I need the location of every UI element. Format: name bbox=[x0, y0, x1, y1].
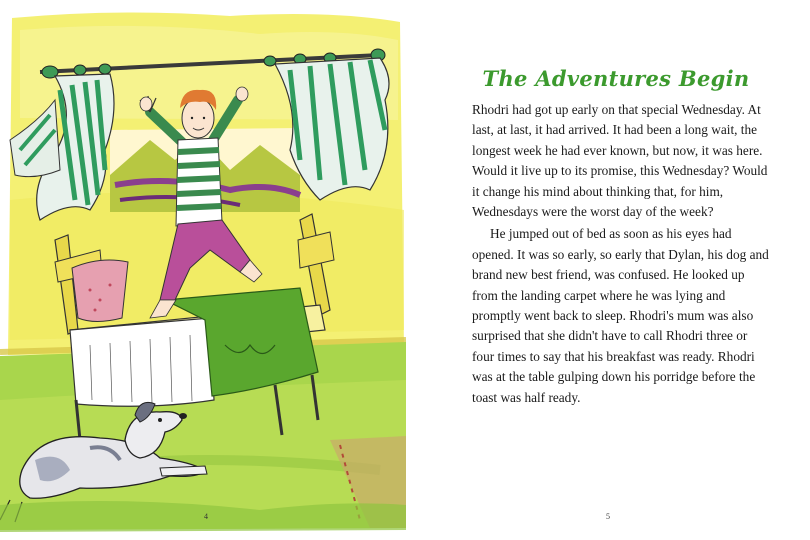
paragraph-1: Rhodri had got up early on that special Wednesday. At last, at last, it had arrived. It had been a long wait, the longest week he had ever known, but now, it was here. Would it live up to its promise, this Wednesday? Would it change his mind about thinking that, for him, Wednesdays were the worst day of the week? bbox=[472, 102, 768, 220]
page-number-left: 4 bbox=[204, 512, 208, 521]
page-number-right: 5 bbox=[606, 512, 610, 521]
right-page bbox=[406, 0, 810, 540]
chapter-title: The Adventures Begin bbox=[482, 66, 750, 91]
paragraph-2: He jumped out of bed as soon as his eyes had opened. It was so early, so early that Dylan, his dog and brand new best friend, was confused. He looked up from the landing carpet where he was lying and promptly went back to sleep. Rhodri's mum was also surprised that she didn't have to call Rhodri three or four times to say that his breakfast was ready. Rhodri was at the table gulping down his porridge before the toast was half ready. bbox=[472, 226, 769, 405]
body-text bbox=[472, 100, 772, 408]
